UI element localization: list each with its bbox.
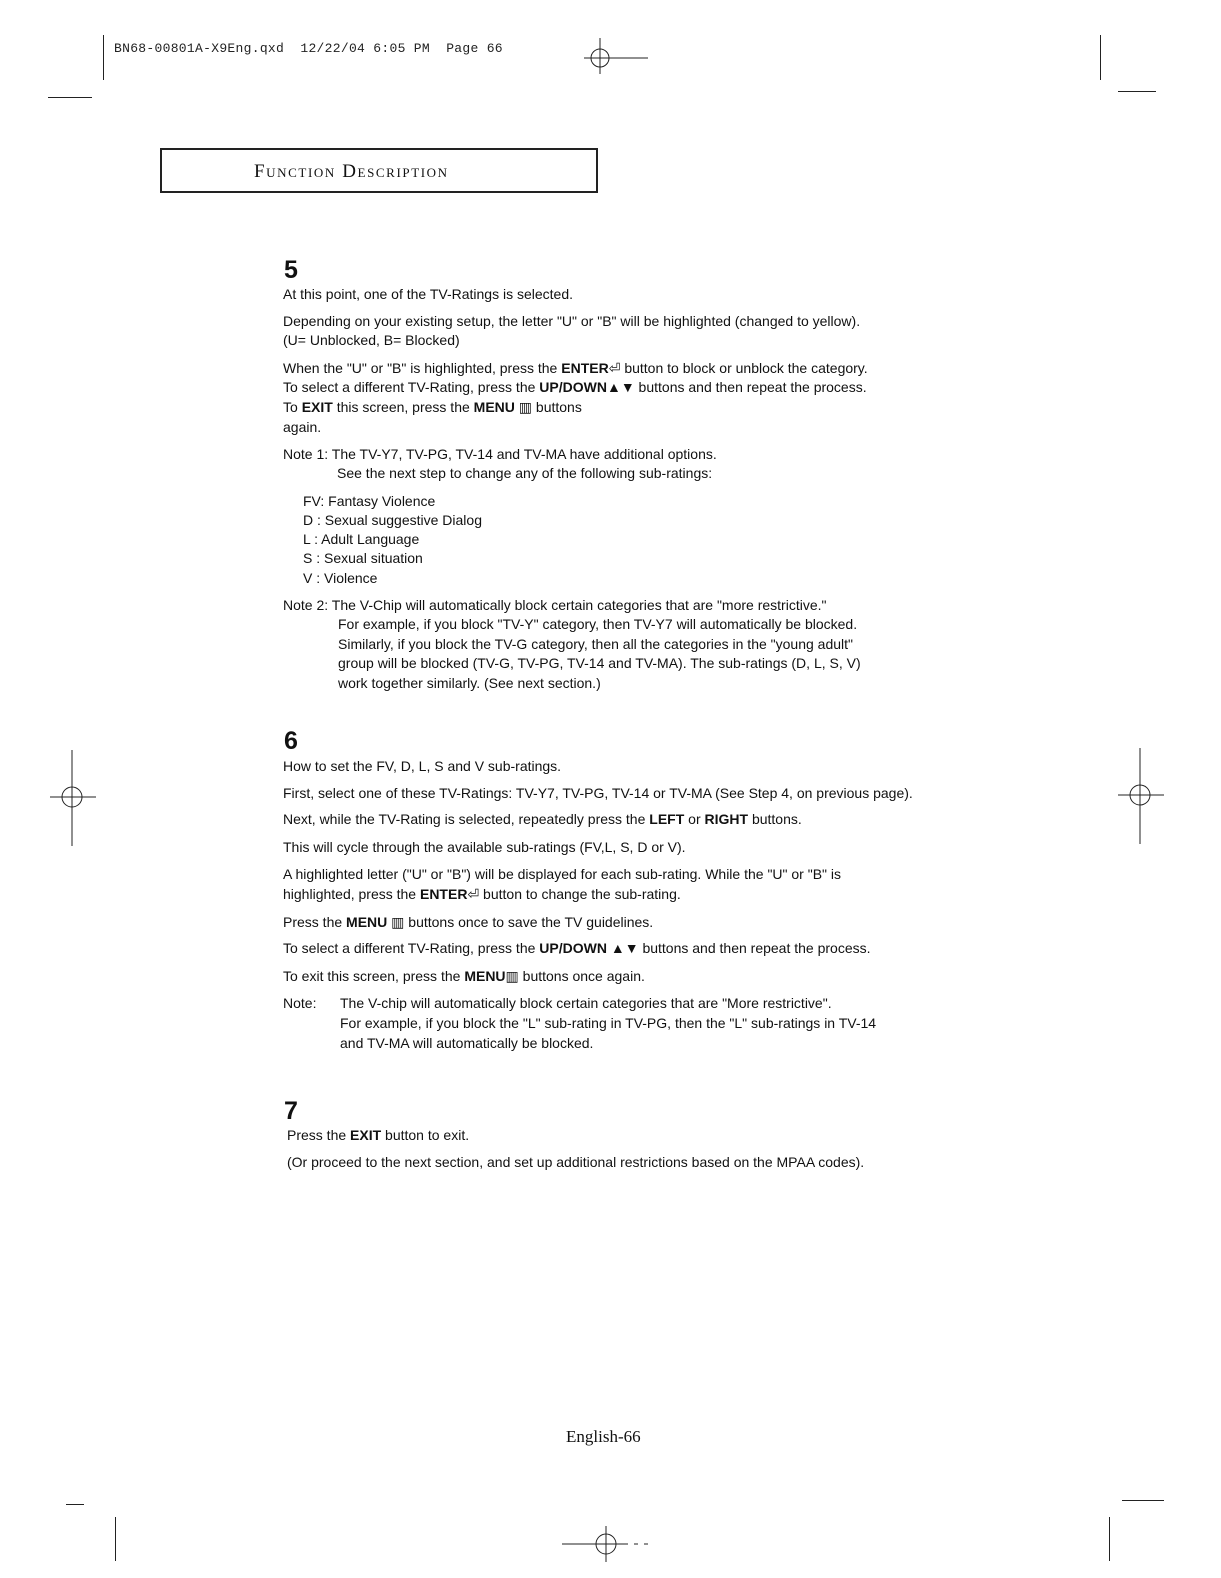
section-header-box <box>160 148 598 193</box>
updown-button-label: UP/DOWN▲▼ <box>539 379 635 395</box>
text: Next, while the TV-Rating is selected, repeatedly press the <box>283 811 650 827</box>
crop-mark <box>1122 1500 1164 1501</box>
note: Note 1: The TV-Y7, TV-PG, TV-14 and TV-MA have additional options. <box>283 446 717 462</box>
paragraph <box>283 810 802 829</box>
right-button-label: RIGHT <box>704 811 749 827</box>
text: When the "U" or "B" is highlighted, press the <box>283 360 562 376</box>
note: For example, if you block "TV-Y" category, then TV-Y7 will automatically be blocked. <box>338 616 858 632</box>
page-number: English-66 <box>566 1427 641 1446</box>
text: Press the <box>283 914 347 930</box>
step-number: 6 <box>284 727 298 755</box>
text: button to exit. <box>381 1127 470 1143</box>
paragraph: again. <box>283 419 322 435</box>
section-title: Function Description <box>254 161 449 182</box>
list-item: D : Sexual suggestive Dialog <box>303 512 482 528</box>
enter-button-label: ENTER <box>419 886 468 902</box>
paragraph: This will cycle through the available sub-ratings (FV,L, S, D or V). <box>283 839 686 855</box>
crop-mark <box>103 35 104 80</box>
step-number: 5 <box>284 256 298 284</box>
text: buttons once again. <box>518 968 645 984</box>
text: buttons and then repeat the process. <box>634 379 867 395</box>
paragraph: At this point, one of the TV-Ratings is selected. <box>283 286 574 302</box>
crop-mark <box>1109 1517 1110 1561</box>
menu-icon: ▥ <box>505 968 519 984</box>
menu-button-label: MENU <box>464 968 506 984</box>
list-item: FV: Fantasy Violence <box>303 493 436 509</box>
paragraph <box>283 913 653 932</box>
text: or <box>684 811 705 827</box>
paragraph <box>283 359 868 378</box>
exit-button-label: EXIT <box>301 399 333 415</box>
left-button-label: LEFT <box>649 811 685 827</box>
note-label: Note: <box>283 995 317 1011</box>
paragraph: (Or proceed to the next section, and set up additional restrictions based on the MPAA codes). <box>287 1154 865 1170</box>
paragraph: First, select one of these TV-Ratings: TV-Y7, TV-PG, TV-14 or TV-MA (See Step 4, on previous page). <box>283 785 913 801</box>
paragraph <box>283 939 871 958</box>
updown-button-label: UP/DOWN ▲▼ <box>539 940 639 956</box>
note: and TV-MA will automatically be blocked. <box>340 1035 594 1051</box>
text: buttons and then repeat the process. <box>638 940 871 956</box>
text: button to block or unblock the category. <box>620 360 868 376</box>
text: Press the <box>287 1127 351 1143</box>
note: For example, if you block the "L" sub-rating in TV-PG, then the "L" sub-ratings in TV-14 <box>340 1015 877 1031</box>
paragraph: Depending on your existing setup, the letter "U" or "B" will be highlighted (changed to yellow). <box>283 313 861 329</box>
note: work together similarly. (See next section.) <box>338 675 601 691</box>
enter-icon: ⏎ <box>608 360 621 376</box>
enter-icon: ⏎ <box>467 886 480 902</box>
crop-mark <box>48 97 92 98</box>
menu-icon: ▥ <box>514 399 533 415</box>
text: highlighted, press the <box>283 886 420 902</box>
text: button to change the sub-rating. <box>479 886 681 902</box>
registration-mark-icon <box>584 36 648 76</box>
paragraph <box>283 398 582 417</box>
crop-mark <box>66 1504 84 1505</box>
text: buttons. <box>748 811 802 827</box>
menu-button-label: MENU <box>473 399 515 415</box>
crop-mark <box>1118 91 1156 92</box>
text: To select a different TV-Rating, press the <box>283 940 540 956</box>
registration-mark-icon <box>562 1524 658 1564</box>
slug-page-label: Page <box>446 41 479 56</box>
note: group will be blocked (TV-G, TV-PG, TV-14 and TV-MA). The sub-ratings (D, L, S, V) <box>338 655 861 671</box>
exit-button-label: EXIT <box>350 1127 382 1143</box>
enter-button-label: ENTER <box>561 360 609 376</box>
step-number: 7 <box>284 1097 298 1125</box>
paragraph: (U= Unblocked, B= Blocked) <box>283 332 460 348</box>
list-item: V : Violence <box>303 570 378 586</box>
crop-mark <box>115 1517 116 1561</box>
note: Similarly, if you block the TV-G category, then all the categories in the "young adult" <box>338 636 853 652</box>
crop-mark <box>1100 35 1101 80</box>
slug-time: 6:05 PM <box>373 41 430 56</box>
list-item: S : Sexual situation <box>303 550 423 566</box>
list-item: L : Adult Language <box>303 531 420 547</box>
note: The V-chip will automatically block certain categories that are "More restrictive". <box>340 995 832 1011</box>
menu-icon: ▥ <box>387 914 405 930</box>
slug-page-num: 66 <box>486 41 503 56</box>
registration-mark-icon <box>50 750 100 846</box>
text: this screen, press the <box>332 399 474 415</box>
paragraph <box>283 885 681 904</box>
text: To <box>283 399 302 415</box>
text: buttons <box>532 399 582 415</box>
registration-mark-icon <box>1116 748 1166 844</box>
text: To exit this screen, press the <box>283 968 465 984</box>
paragraph <box>283 378 867 397</box>
menu-button-label: MENU <box>346 914 388 930</box>
print-slug <box>114 41 503 56</box>
paragraph: How to set the FV, D, L, S and V sub-ratings. <box>283 758 562 774</box>
note: See the next step to change any of the following sub-ratings: <box>337 465 713 481</box>
paragraph <box>287 1126 469 1145</box>
slug-file: BN68-00801A-X9Eng.qxd <box>114 41 285 56</box>
paragraph: A highlighted letter ("U" or "B") will be displayed for each sub-rating. While the "U" or "B" is <box>283 866 841 882</box>
slug-date: 12/22/04 <box>300 41 366 56</box>
text: To select a different TV-Rating, press the <box>283 379 540 395</box>
text: buttons once to save the TV guidelines. <box>404 914 654 930</box>
paragraph <box>283 967 645 986</box>
note: Note 2: The V-Chip will automatically block certain categories that are "more restrictive." <box>283 597 827 613</box>
